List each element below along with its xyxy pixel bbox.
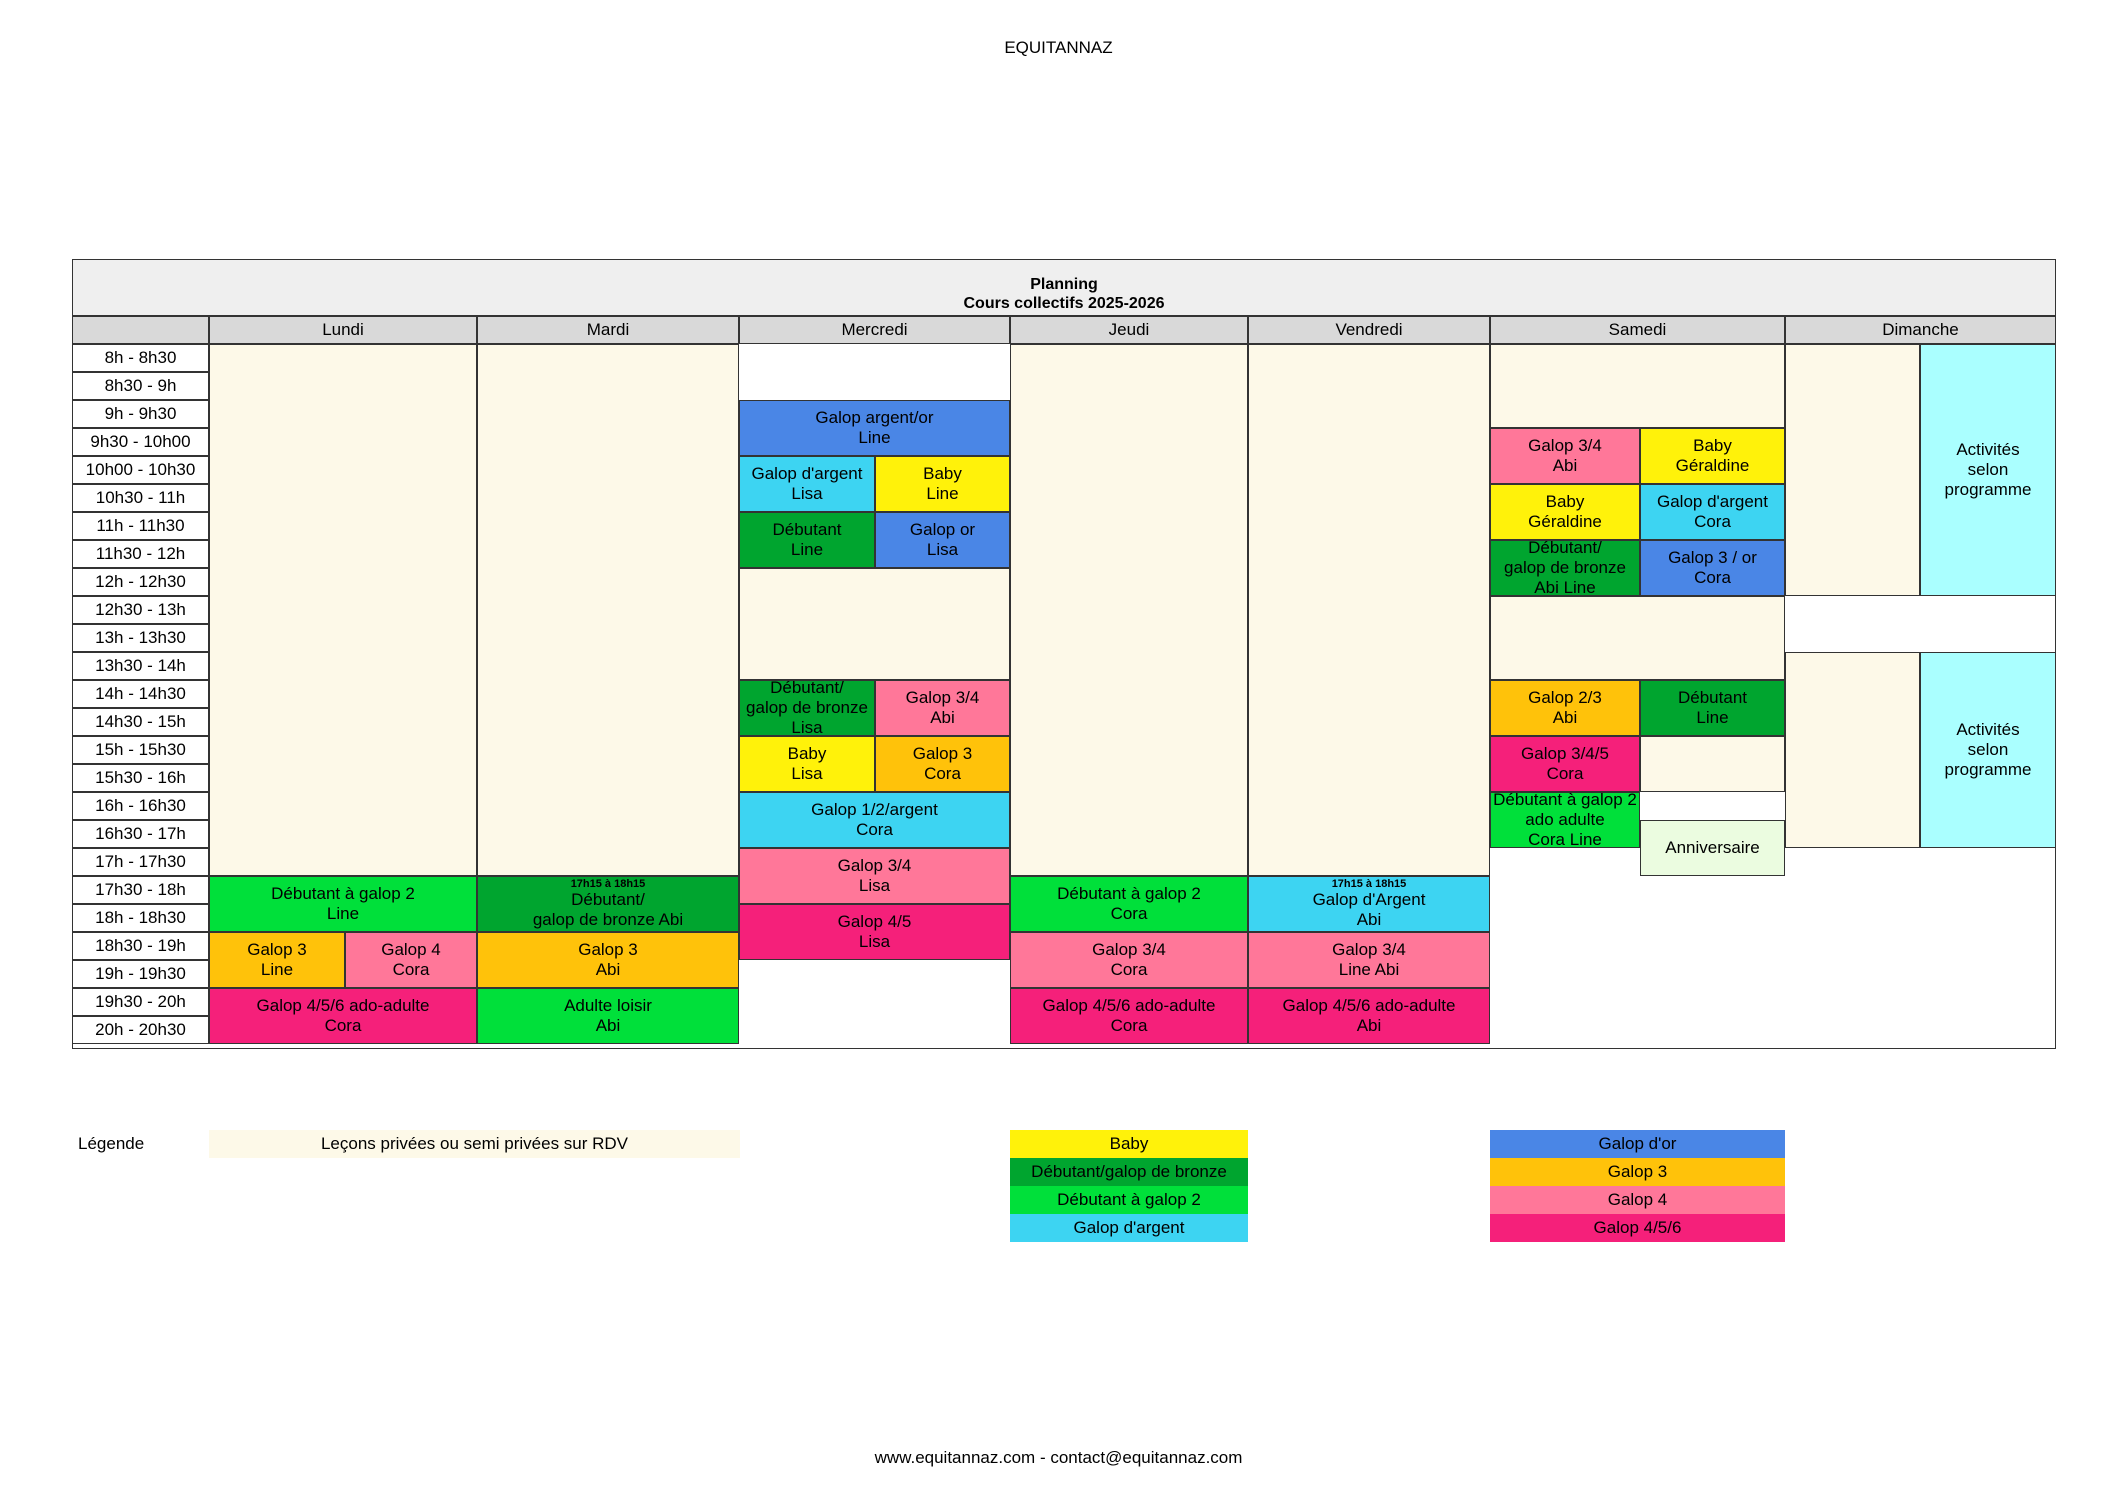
private-lesson-slot bbox=[1640, 736, 1785, 792]
time-slot: 14h30 - 15h bbox=[72, 708, 209, 736]
course-name: Galop 3/4 bbox=[1332, 940, 1406, 959]
course-name: Galop 2/3 bbox=[1528, 688, 1602, 707]
time-slot: 9h - 9h30 bbox=[72, 400, 209, 428]
course-name: Galop 4 bbox=[381, 940, 441, 959]
course-cell-mer-g45 bbox=[739, 904, 1010, 960]
legend-item: Galop d'argent bbox=[1010, 1214, 1248, 1242]
course-detail: selon bbox=[1967, 740, 2009, 759]
day-header-jeu: Jeudi bbox=[1010, 316, 1248, 344]
course-name: Galop 3/4 bbox=[905, 688, 980, 707]
page-title: EQUITANNAZ bbox=[1004, 38, 1113, 57]
course-detail: Cora bbox=[1694, 568, 1731, 587]
course-name: Galop 4/5/6 ado-adulte bbox=[1282, 996, 1456, 1015]
course-name: Galop 3/4/5 bbox=[1521, 744, 1609, 763]
course-cell-mar-debbronze bbox=[477, 876, 739, 932]
course-detail: ado adulte bbox=[1525, 810, 1605, 829]
private-lesson-slot bbox=[209, 344, 477, 876]
time-slot: 12h30 - 13h bbox=[72, 596, 209, 624]
course-cell-mar-g3 bbox=[477, 932, 739, 988]
course-name: Débutant à galop 2 bbox=[1057, 884, 1201, 903]
legend-item: Galop 3 bbox=[1490, 1158, 1785, 1186]
course-cell-sam-baby1 bbox=[1640, 428, 1785, 484]
course-detail: Cora bbox=[1694, 512, 1731, 531]
course-detail: Abi bbox=[930, 708, 955, 727]
course-detail: galop de bronze Abi bbox=[532, 910, 684, 929]
course-detail: Cora bbox=[324, 1016, 362, 1035]
course-cell-sam-g3or bbox=[1640, 540, 1785, 596]
course-name: Débutant à galop 2 bbox=[271, 884, 415, 903]
private-lesson-slot bbox=[1490, 596, 1785, 680]
course-name: Débutant/ bbox=[1528, 540, 1602, 557]
time-slot: 12h - 12h30 bbox=[72, 568, 209, 596]
course-detail: Cora bbox=[1110, 1016, 1148, 1035]
private-lesson-slot bbox=[739, 568, 1010, 680]
course-detail: Cora bbox=[1110, 960, 1148, 979]
time-slot: 15h30 - 16h bbox=[72, 764, 209, 792]
time-slot: 14h - 14h30 bbox=[72, 680, 209, 708]
time-slot: 18h - 18h30 bbox=[72, 904, 209, 932]
course-name: Débutant bbox=[1678, 688, 1747, 707]
course-cell-sam-anniv bbox=[1640, 820, 1785, 876]
course-cell-mer-g3 bbox=[875, 736, 1010, 792]
time-slot: 8h30 - 9h bbox=[72, 372, 209, 400]
day-header-mar: Mardi bbox=[477, 316, 739, 344]
course-cell-jeu-g34 bbox=[1010, 932, 1248, 988]
course-cell-mer-g34 bbox=[875, 680, 1010, 736]
day-header-ven: Vendredi bbox=[1248, 316, 1490, 344]
private-lesson-slot bbox=[477, 344, 739, 876]
course-cell-dim-act2 bbox=[1920, 652, 2056, 848]
course-name: Activités bbox=[1956, 720, 2020, 739]
course-name: Anniversaire bbox=[1665, 838, 1760, 857]
course-name: Baby bbox=[1545, 492, 1585, 511]
course-name: Activités bbox=[1956, 440, 2020, 459]
course-detail: Line bbox=[260, 960, 294, 979]
time-slot: 19h - 19h30 bbox=[72, 960, 209, 988]
course-cell-sam-baby2 bbox=[1490, 484, 1640, 540]
course-detail: Abi bbox=[1552, 456, 1578, 475]
course-cell-ven-g456 bbox=[1248, 988, 1490, 1044]
time-slot: 10h30 - 11h bbox=[72, 484, 209, 512]
course-cell-dim-act1 bbox=[1920, 344, 2056, 596]
course-name: Galop d'Argent bbox=[1312, 890, 1426, 909]
course-detail: Lisa bbox=[791, 764, 823, 783]
course-name: Galop 1/2/argent bbox=[811, 800, 938, 819]
course-detail: programme bbox=[1944, 480, 2032, 499]
time-slot: 20h - 20h30 bbox=[72, 1016, 209, 1044]
time-slot: 18h30 - 19h bbox=[72, 932, 209, 960]
course-cell-mer-g12argent bbox=[739, 792, 1010, 848]
course-detail: Lisa bbox=[791, 718, 823, 736]
course-detail: Géraldine bbox=[1675, 456, 1750, 475]
day-header-lun: Lundi bbox=[209, 316, 477, 344]
course-name: Galop d'argent bbox=[1657, 492, 1768, 511]
course-detail: Line bbox=[326, 904, 360, 923]
course-detail: Line bbox=[858, 428, 891, 447]
course-detail: Géraldine bbox=[1528, 512, 1602, 531]
course-detail: Line bbox=[790, 540, 824, 559]
course-cell-jeu-g456 bbox=[1010, 988, 1248, 1044]
course-name: Galop 4/5/6 ado-adulte bbox=[256, 996, 430, 1015]
course-detail: programme bbox=[1944, 760, 2032, 779]
course-name: Galop 4/5 bbox=[837, 912, 912, 931]
planning-header bbox=[72, 259, 2056, 316]
course-cell-sam-argent bbox=[1640, 484, 1785, 540]
course-cell-lun-deb2 bbox=[209, 876, 477, 932]
course-cell-sam-debbronze bbox=[1490, 540, 1640, 596]
time-slot: 9h30 - 10h00 bbox=[72, 428, 209, 456]
course-name: Galop 3 bbox=[247, 940, 307, 959]
course-cell-sam-deb bbox=[1640, 680, 1785, 736]
course-cell-sam-g34 bbox=[1490, 428, 1640, 484]
planning-subtitle: Cours collectifs 2025-2026 bbox=[963, 294, 1165, 312]
legend-item: Galop 4 bbox=[1490, 1186, 1785, 1214]
course-name: Débutant/ bbox=[571, 890, 645, 909]
course-name: Galop 3/4 bbox=[837, 856, 912, 875]
legend-label: Légende bbox=[78, 1134, 145, 1153]
course-detail: galop de bronze bbox=[746, 698, 868, 717]
course-name: Débutant à galop 2 bbox=[1493, 792, 1637, 809]
private-lesson-slot bbox=[1248, 344, 1490, 876]
day-header-dim: Dimanche bbox=[1785, 316, 2056, 344]
course-cell-lun-g456 bbox=[209, 988, 477, 1044]
day-header-sam: Samedi bbox=[1490, 316, 1785, 344]
course-detail: Abi bbox=[1552, 708, 1578, 727]
time-slot: 17h30 - 18h bbox=[72, 876, 209, 904]
course-detail: galop de bronze bbox=[1504, 558, 1626, 577]
course-name: Galop 3 bbox=[578, 940, 638, 959]
course-cell-sam-g345 bbox=[1490, 736, 1640, 792]
legend-item: Galop 4/5/6 bbox=[1490, 1214, 1785, 1242]
course-cell-mer-g34b bbox=[739, 848, 1010, 904]
course-cell-mer-debbronze bbox=[739, 680, 875, 736]
course-name: Galop 3 bbox=[912, 744, 973, 763]
time-slot: 13h - 13h30 bbox=[72, 624, 209, 652]
course-detail: Cora bbox=[924, 764, 961, 783]
course-time-note: 17h15 à 18h15 bbox=[1331, 878, 1407, 890]
course-cell-mer-baby2 bbox=[739, 736, 875, 792]
course-detail: Cora bbox=[1546, 764, 1584, 783]
course-name: Galop d'argent bbox=[751, 464, 863, 483]
course-detail: Abi bbox=[1356, 910, 1382, 929]
footer-contact: www.equitannaz.com - contact@equitannaz.com bbox=[874, 1448, 1243, 1467]
course-cell-lun-g4 bbox=[345, 932, 477, 988]
course-cell-ven-g34 bbox=[1248, 932, 1490, 988]
course-cell-ven-argent bbox=[1248, 876, 1490, 932]
planning-title: Planning bbox=[1030, 275, 1098, 293]
course-detail: Cora bbox=[392, 960, 430, 979]
course-detail: Cora Line bbox=[1528, 830, 1602, 848]
time-slot: 16h30 - 17h bbox=[72, 820, 209, 848]
course-detail: Lisa bbox=[791, 484, 823, 503]
course-name: Galop 3/4 bbox=[1528, 436, 1602, 455]
time-slot: 19h30 - 20h bbox=[72, 988, 209, 1016]
time-slot: 15h - 15h30 bbox=[72, 736, 209, 764]
course-detail: Lisa bbox=[926, 540, 959, 559]
course-detail: Abi bbox=[1356, 1016, 1382, 1035]
course-detail: Abi Line bbox=[1534, 578, 1596, 596]
time-slot: 10h00 - 10h30 bbox=[72, 456, 209, 484]
course-detail: Line bbox=[1696, 708, 1729, 727]
course-detail: selon bbox=[1967, 460, 2009, 479]
course-cell-mar-adulte bbox=[477, 988, 739, 1044]
time-slot: 17h - 17h30 bbox=[72, 848, 209, 876]
course-cell-mer-baby1 bbox=[875, 456, 1010, 512]
legend-item: Baby bbox=[1010, 1130, 1248, 1158]
course-cell-jeu-deb2 bbox=[1010, 876, 1248, 932]
course-time-note: 17h15 à 18h15 bbox=[570, 878, 646, 890]
course-cell-mer-deb bbox=[739, 512, 875, 568]
course-detail: Abi bbox=[595, 960, 621, 979]
time-slot: 13h30 - 14h bbox=[72, 652, 209, 680]
time-slot: 11h30 - 12h bbox=[72, 540, 209, 568]
course-detail: Lisa bbox=[858, 932, 891, 951]
private-lesson-slot bbox=[1785, 652, 1920, 848]
course-cell-sam-deb2 bbox=[1490, 792, 1640, 848]
course-name: Galop argent/or bbox=[815, 408, 934, 427]
legend-private: Leçons privées ou semi privées sur RDV bbox=[209, 1130, 740, 1158]
time-slot: 11h - 11h30 bbox=[72, 512, 209, 540]
course-name: Adulte loisir bbox=[564, 996, 652, 1015]
legend-item: Débutant à galop 2 bbox=[1010, 1186, 1248, 1214]
course-name: Galop or bbox=[909, 520, 976, 539]
private-lesson-slot bbox=[1785, 344, 1920, 596]
course-cell-mer-or bbox=[875, 512, 1010, 568]
course-name: Débutant/ bbox=[770, 680, 844, 697]
day-header-mer: Mercredi bbox=[739, 316, 1010, 344]
private-lesson-slot bbox=[1010, 344, 1248, 876]
course-name: Baby bbox=[923, 464, 962, 483]
course-detail: Line Abi bbox=[1338, 960, 1400, 979]
course-detail: Lisa bbox=[858, 876, 891, 895]
course-detail: Cora bbox=[1110, 904, 1148, 923]
course-detail: Cora bbox=[856, 820, 893, 839]
corner-header bbox=[72, 316, 209, 344]
course-cell-sam-g23 bbox=[1490, 680, 1640, 736]
private-lesson-slot bbox=[1490, 344, 1785, 428]
course-cell-lun-g3 bbox=[209, 932, 345, 988]
course-name: Baby bbox=[787, 744, 827, 763]
time-slot: 16h - 16h30 bbox=[72, 792, 209, 820]
course-name: Baby bbox=[1693, 436, 1732, 455]
legend-item: Galop d'or bbox=[1490, 1130, 1785, 1158]
course-cell-mer-argent bbox=[739, 456, 875, 512]
course-name: Galop 3 / or bbox=[1668, 548, 1757, 567]
course-cell-mer-argentor bbox=[739, 400, 1010, 456]
course-name: Débutant bbox=[772, 520, 842, 539]
course-name: Galop 4/5/6 ado-adulte bbox=[1042, 996, 1216, 1015]
course-detail: Line bbox=[926, 484, 959, 503]
course-detail: Abi bbox=[595, 1016, 621, 1035]
course-name: Galop 3/4 bbox=[1092, 940, 1166, 959]
legend-item: Débutant/galop de bronze bbox=[1010, 1158, 1248, 1186]
time-slot: 8h - 8h30 bbox=[72, 344, 209, 372]
